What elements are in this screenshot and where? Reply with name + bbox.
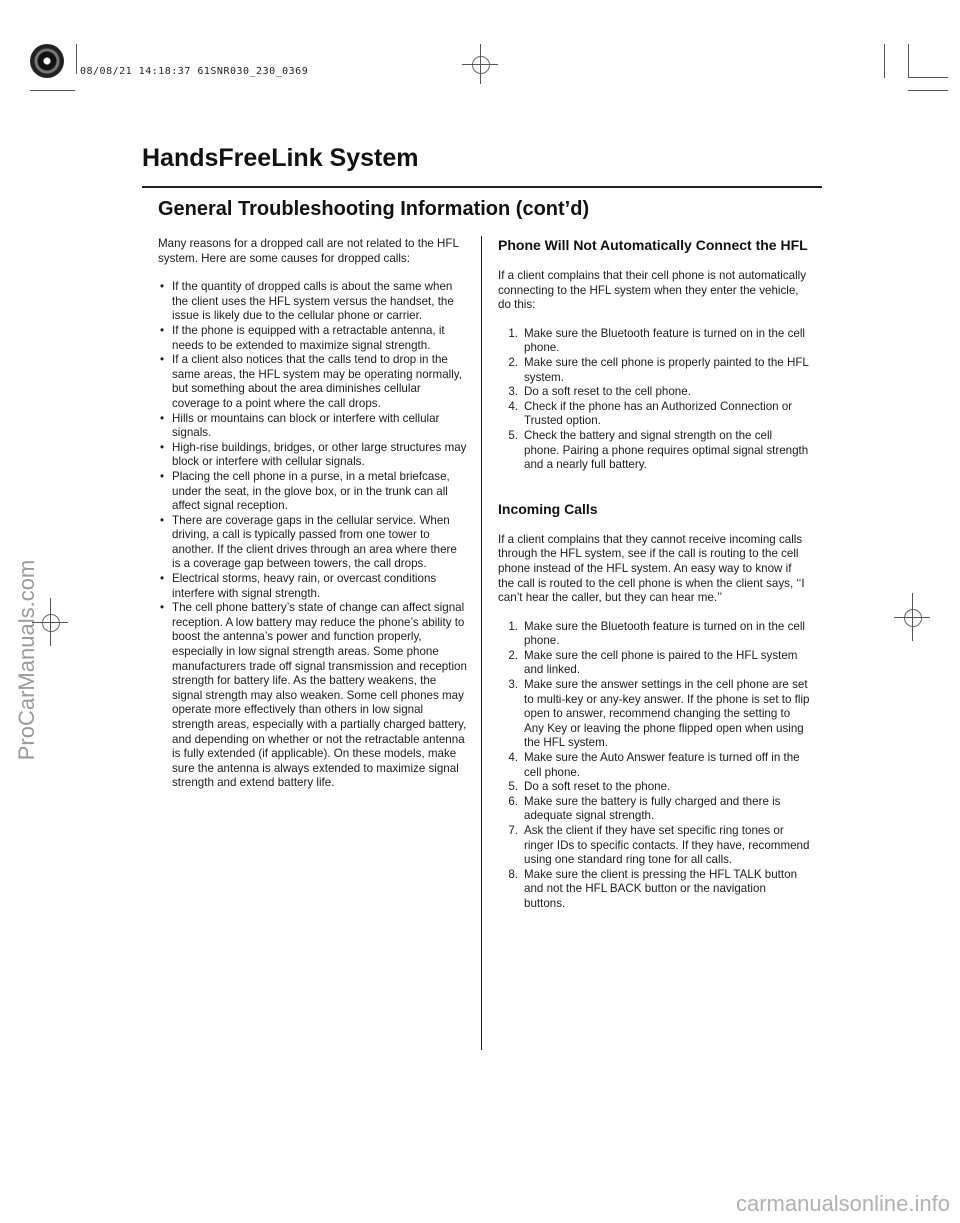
- list-item: 3. Make sure the answer settings in the cell phone are set to multi-key or any-key answer. If the phone is set to flip open to answer, recommend changing the setting to Any Key or leaving the phone flipped open when using the HFL system.: [508, 678, 810, 750]
- dropped-calls-list: [158, 280, 468, 791]
- bullet-icon: •: [160, 323, 165, 337]
- list-item: • Placing the cell phone in a purse, in a metal briefcase, under the seat, in the glove box, or in the trunk can all affect signal reception.: [160, 469, 450, 513]
- list-item: 8. Make sure the client is pressing the HFL TALK button and not the HFL BACK button or the navigation buttons.: [508, 867, 798, 910]
- crop-mark: [30, 90, 75, 91]
- list-item: 5. Check the battery and signal strength on the cell phone. Pairing a phone requires optimal signal strength and a nearly full battery.: [508, 428, 809, 472]
- list-item: • If a client also notices that the calls tend to drop in the same areas, the HFL system may be operating normally, but something about the area diminishes cellular coverage to a point where the call drops.: [160, 353, 462, 410]
- bullet-icon: •: [160, 513, 165, 527]
- bullet-icon: •: [160, 440, 165, 454]
- list-item: 1. Make sure the Bluetooth feature is turned on in the cell phone.: [508, 619, 805, 648]
- crosshair-icon: [42, 614, 60, 632]
- registration-mark-icon: [30, 44, 64, 78]
- list-item: 6. Make sure the battery is fully charged and there is adequate signal strength.: [508, 794, 781, 823]
- list-item: • Electrical storms, heavy rain, or overcast conditions interfere with signal strength.: [160, 572, 437, 600]
- right-column: [498, 237, 810, 912]
- list-item: 2. Make sure the cell phone is paired to the HFL system and linked.: [508, 648, 798, 677]
- section-title: General Troubleshooting Information (cont’d): [158, 198, 590, 220]
- crosshair-icon: [894, 617, 930, 618]
- bullet-icon: •: [160, 280, 165, 294]
- crop-mark: [908, 90, 948, 91]
- list-item: 5. Do a soft reset to the phone.: [508, 780, 671, 794]
- bullet-icon: •: [160, 411, 165, 425]
- incoming-calls-steps: [498, 620, 810, 912]
- left-column: [158, 237, 468, 791]
- list-item: • Hills or mountains can block or interfere with cellular signals.: [160, 411, 440, 440]
- crosshair-icon: [904, 609, 922, 627]
- crop-mark: [884, 44, 885, 78]
- bullet-icon: •: [160, 572, 165, 586]
- page-title: HandsFreeLink System: [142, 144, 419, 172]
- title-rule: [142, 186, 822, 188]
- bottom-watermark: carmanualsonline.info: [735, 1191, 950, 1216]
- auto-connect-steps: [498, 327, 810, 473]
- list-item: • High-rise buildings, bridges, or other large structures may block or interfere with cellular signals.: [160, 440, 467, 469]
- auto-connect-intro: If a client complains that their cell phone is not automatically connecting to the HFL system when they enter the vehicle, do this:: [498, 269, 807, 312]
- column-divider: [481, 236, 482, 1050]
- heading-auto-connect: Phone Will Not Automatically Connect the HFL: [498, 237, 808, 253]
- list-item: 2. Make sure the cell phone is properly painted to the HFL system.: [508, 355, 809, 384]
- bullet-icon: •: [160, 601, 165, 615]
- dropped-calls-intro: Many reasons for a dropped call are not related to the HFL system. Here are some causes for dropped calls:: [158, 237, 459, 265]
- crop-mark: [908, 77, 948, 78]
- crosshair-icon: [472, 56, 490, 74]
- list-item: 4. Make sure the Auto Answer feature is turned off in the cell phone.: [508, 751, 800, 779]
- bullet-icon: •: [160, 469, 165, 483]
- list-item: 1. Make sure the Bluetooth feature is turned on in the cell phone.: [508, 326, 805, 355]
- print-stamp: 08/08/21 14:18:37 61SNR030_230_0369: [80, 66, 309, 77]
- crosshair-icon: [462, 64, 498, 65]
- list-item: • If the phone is equipped with a retractable antenna, it needs to be extended to maximize signal strength.: [160, 323, 445, 352]
- heading-incoming-calls: Incoming Calls: [498, 500, 598, 517]
- list-item: • There are coverage gaps in the cellular service. When driving, a call is typically passed from one tower to another. If the client drives through an area where there is a coverage gap between towers, the call drops.: [160, 513, 457, 571]
- list-item: 7. Ask the client if they have set specific ring tones or ringer IDs to specific contacts. If they have, recommend using one standard ring tone for all calls.: [508, 824, 810, 867]
- crop-mark: [908, 44, 909, 78]
- side-watermark: ProCarManuals.com: [14, 559, 39, 761]
- bullet-icon: •: [160, 353, 165, 367]
- crop-mark: [76, 44, 77, 74]
- list-item: 3. Do a soft reset to the cell phone.: [508, 385, 691, 399]
- list-item: 4. Check if the phone has an Authorized Connection or Trusted option.: [508, 399, 793, 428]
- incoming-calls-intro: If a client complains that they cannot receive incoming calls through the HFL system, see if the call is routing to the cell phone instead of the HFL system. An easy way to know if the call is routed to the cell phone is when the client says, ‘‘I can’t hear the caller, but they can hear me.’’: [498, 532, 805, 605]
- list-item: • If the quantity of dropped calls is about the same when the client uses the HFL system versus the handset, the issue is likely due to the cellular phone or carrier.: [160, 280, 454, 323]
- list-item: • The cell phone battery’s state of change can affect signal reception. A low battery may reduce the phone’s ability to boost the antenna’s power and function properly, especially in low signal strength areas. Some phone manufacturers trade off signal transmission and reception strength for battery life. As the battery weakens, the signal strength may also weaken. Some cell phones may operate more effectively than others in low signal strength areas, especially with a partially charged battery, and depending on whether or not the retractable antenna is fully extended (if applicable). On these models, make sure the antenna is always extended to maximize signal strength and extend battery life.: [160, 601, 467, 790]
